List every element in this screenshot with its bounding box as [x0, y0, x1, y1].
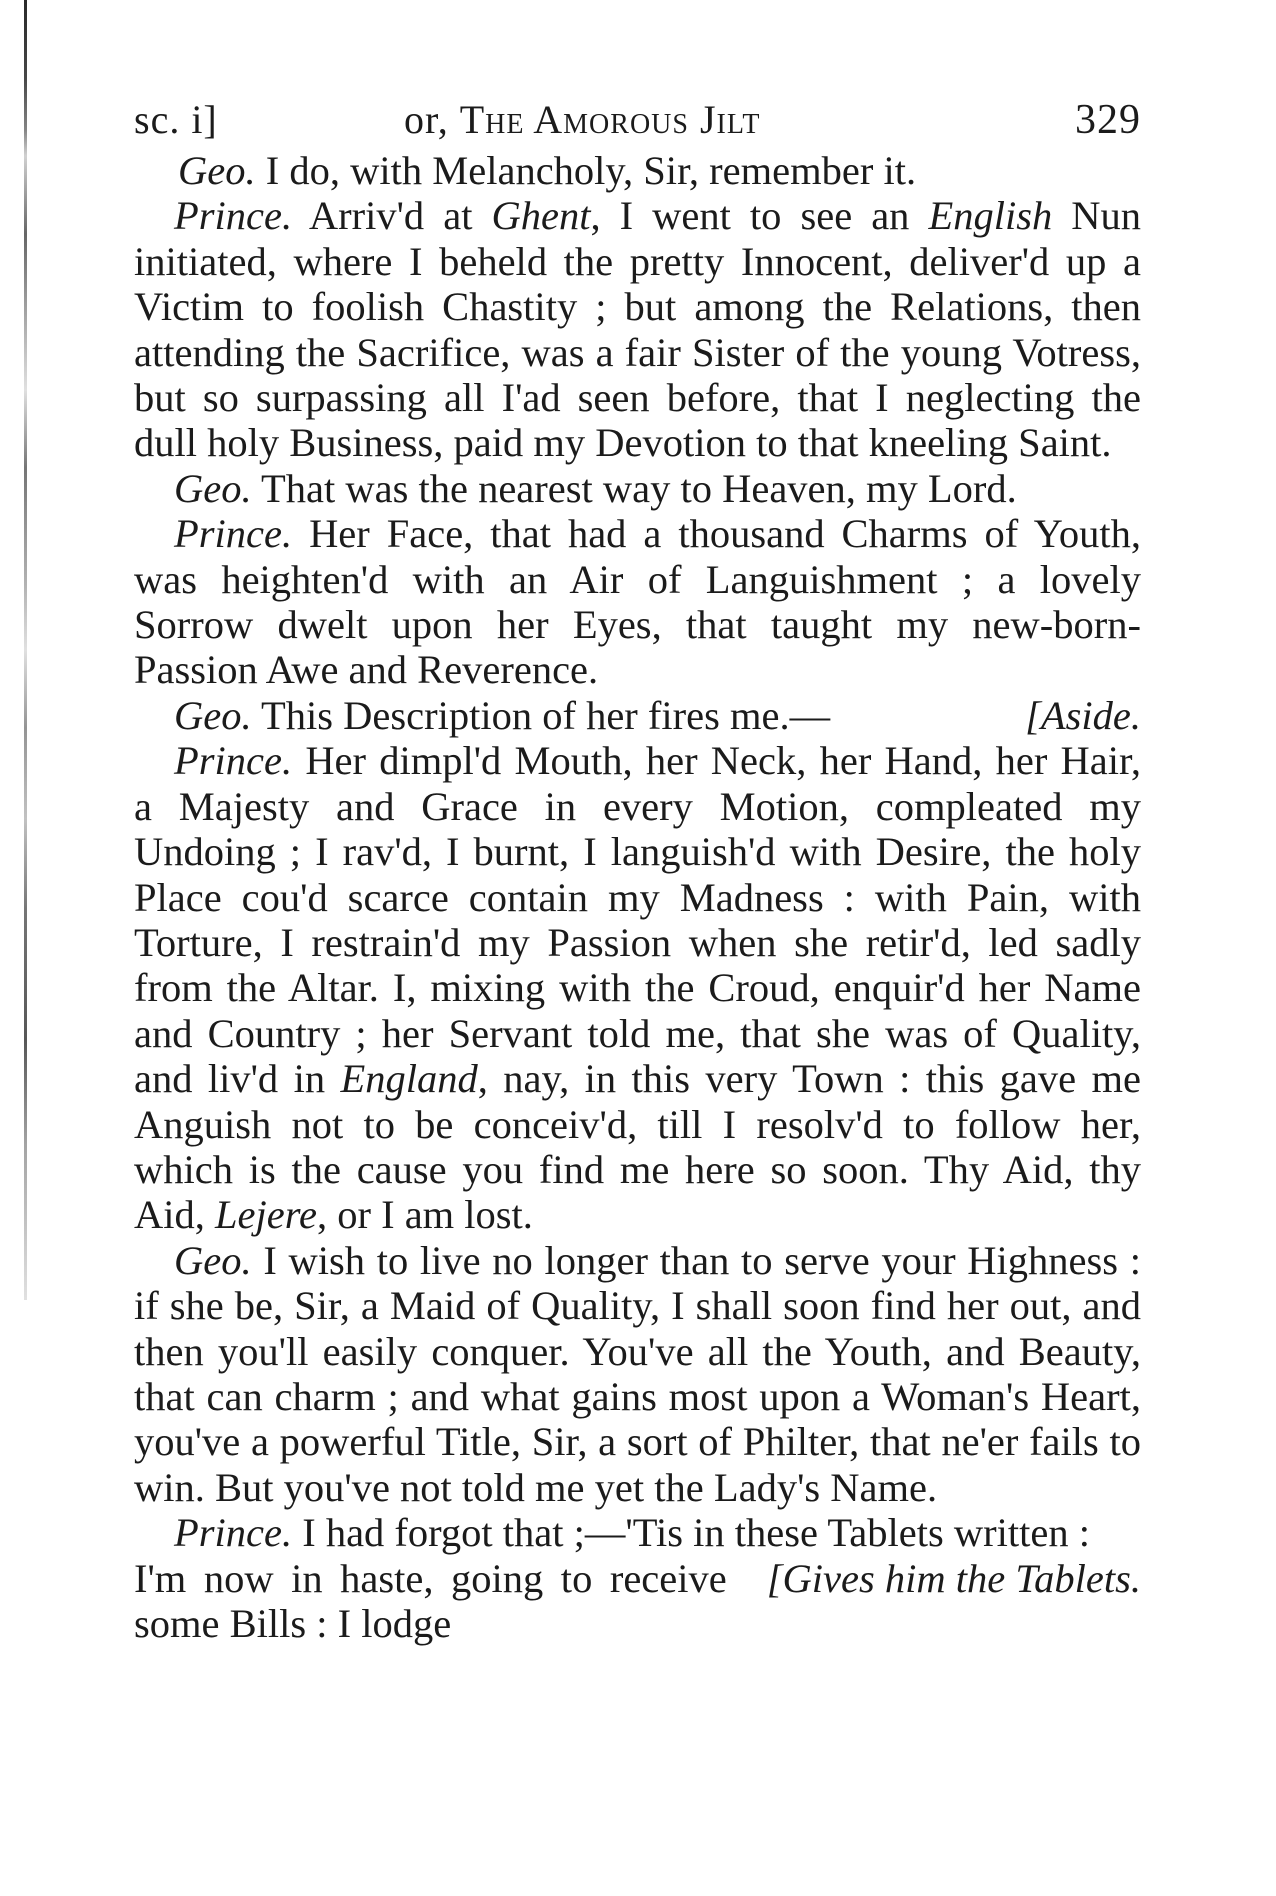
- book-page: [134, 88, 1141, 1646]
- speaker-name: Prince.: [174, 738, 293, 784]
- speech-text: I wish to live no longer than to serve your Highness : if she be, Sir, a Maid of Quality, I shall soon find her out, and then you'll easily conquer. You've all the Youth, and Beauty, that can charm ; and what gains most upon a Woman's Heart, you've a powerful Title, Sir, a sort of Philter, that ne'er fails to win. But you've not told me yet the Lady's Name.: [134, 1237, 1142, 1510]
- place-name: England: [340, 1056, 478, 1102]
- play-text: [134, 148, 1141, 1646]
- speech-3: [134, 466, 1141, 511]
- speech-text: Her Face, that had a thousand Charms of Youth, was heighten'd with an Air of Languishment ; a lovely Sorrow dwelt upon her Eyes, that taught my new-born-Passion Awe and Reverence.: [134, 511, 1141, 693]
- speech-5: [134, 693, 1141, 738]
- character-name: Lejere: [215, 1192, 317, 1238]
- speech-7: [134, 1238, 1141, 1510]
- speech-text: I do, with Melancholy, Sir, remember it.: [265, 148, 917, 193]
- speaker-name: Prince.: [174, 193, 293, 239]
- speaker-name: Geo.: [178, 148, 256, 193]
- speech-text: That was the nearest way to Heaven, my Lord.: [261, 465, 1017, 511]
- speaker-name: Geo.: [174, 465, 252, 511]
- speech-6: Prince. Her dimpl'd Mouth, her Neck, her Hand, her Hair, a Majesty and Grace in every Motion, compleated my Undoing ; I rav'd, I burnt, I languish'd with Desire, the holy Place cou'd scarce contain my Madness : with Pain, with Torture, I restrain'd my Passion when she retir'd, led sadly from the Altar. I, mixing with the Croud, enquir'd her Name and Country ; her Servant told me, that she was of Quality, and liv'd in England, nay, in this very Town : this gave me Anguish not to be conceiv'd, till I resolv'd to follow her, which is the cause you find me here so soon. Thy Aid, thy Aid, Lejere, or I am lost.: [134, 738, 1142, 1238]
- speech-1: [134, 148, 1141, 193]
- running-header: [134, 88, 1141, 148]
- running-title: or, The Amorous Jilt: [404, 97, 761, 142]
- stage-direction: [Aside.: [1025, 692, 1141, 738]
- place-name: Ghent: [491, 193, 591, 239]
- speaker-name: Prince.: [174, 511, 293, 557]
- speaker-name: Geo.: [174, 1237, 252, 1283]
- stage-direction: [Gives him the Tablets.: [766, 1555, 1141, 1601]
- page-number: 329: [1075, 97, 1141, 143]
- nationality: English: [928, 193, 1053, 239]
- speaker-name: Prince.: [174, 1510, 293, 1556]
- speech-4: [134, 511, 1141, 693]
- scene-marker: sc. i]: [134, 97, 218, 142]
- speech-2: Prince. Arriv'd at Ghent, I went to see an English Nun initiated, where I beheld the pretty Innocent, deliver'd up a Victim to foolish Chastity ; but among the Relations, then attending the Sacrifice, was a fair Sister of the young Votress, but so surpassing all I'ad seen before, that I neglecting the dull holy Business, paid my Devotion to that kneeling Saint.: [134, 193, 1142, 466]
- speech-text: I'm now in haste, going to receive some Bills : I lodge: [134, 1555, 727, 1646]
- speaker-name: Geo.: [174, 692, 252, 738]
- speech-text: This Description of her fires me.—: [261, 692, 831, 738]
- binding-edge: [24, 0, 27, 1300]
- speech-text: I had forgot that ;—'Tis in these Tablets written :: [302, 1510, 1090, 1556]
